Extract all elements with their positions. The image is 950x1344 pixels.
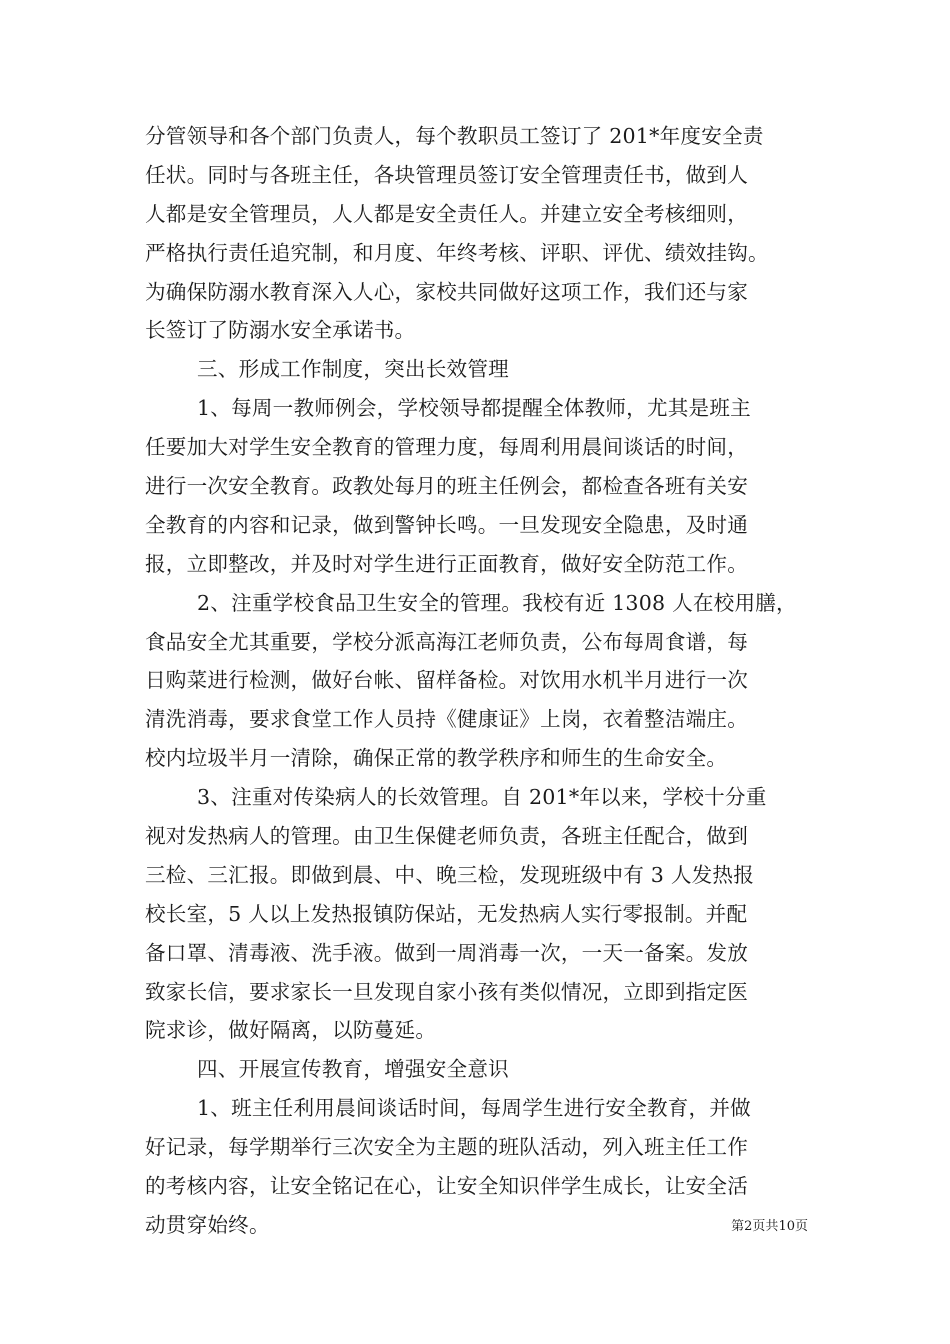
footer-middle: 页共 bbox=[752, 1219, 779, 1234]
footer-prefix: 第 bbox=[731, 1219, 745, 1234]
text-line: 任要加大对学生安全教育的管理力度，每周利用晨间谈话的时间， bbox=[145, 435, 749, 460]
text-line: 的考核内容，让安全铭记在心，让安全知识伴学生成长，让安全活 bbox=[145, 1174, 749, 1199]
text-line: 任状。同时与各班主任，各块管理员签订安全管理责任书，做到人 bbox=[145, 162, 749, 187]
text-line: 日购菜进行检测，做好台帐、留样备检。对饮用水机半月进行一次 bbox=[145, 668, 749, 693]
section-heading: 四、开展宣传教育，增强安全意识 bbox=[197, 1057, 509, 1082]
text-line: 动贯穿始终。 bbox=[145, 1212, 270, 1237]
text-line: 严格执行责任追究制，和月度、年终考核、评职、评优、绩效挂钩。 bbox=[145, 240, 769, 265]
text-line: 全教育的内容和记录，做到警钟长鸣。一旦发现安全隐患，及时通 bbox=[145, 512, 749, 537]
document-body bbox=[145, 117, 810, 1245]
text-line: 报，立即整改，并及时对学生进行正面教育，做好安全防范工作。 bbox=[145, 551, 749, 576]
text-line: 分管领导和各个部门负责人，每个教职员工签订了 201*年度安全责 bbox=[145, 124, 764, 148]
paragraph-first-line: 2、注重学校食品卫生安全的管理。我校有近 1308 人在校用膳， bbox=[197, 590, 797, 615]
text-line: 三检、三汇报。即做到晨、中、晚三检，发现班级中有 3 人发热报 bbox=[145, 862, 755, 887]
text-line: 食品安全尤其重要，学校分派高海江老师负责，公布每周食谱，每 bbox=[145, 629, 749, 654]
text-line: 致家长信，要求家长一旦发现自家小孩有类似情况，立即到指定医 bbox=[145, 979, 749, 1004]
text-line: 为确保防溺水教育深入人心，家校共同做好这项工作，我们还与家 bbox=[145, 279, 749, 304]
section-heading: 三、形成工作制度，突出长效管理 bbox=[197, 357, 509, 382]
paragraph-first-line: 1、班主任利用晨间谈话时间，每周学生进行安全教育，并做 bbox=[197, 1096, 751, 1121]
text-line: 校内垃圾半月一清除，确保正常的教学秩序和师生的生命安全。 bbox=[145, 746, 728, 771]
text-line: 校长室，5 人以上发热报镇防保站，无发热病人实行零报制。并配 bbox=[145, 901, 748, 926]
text-line: 好记录，每学期举行三次安全为主题的班队活动，列入班主任工作 bbox=[145, 1135, 749, 1160]
text-line: 清洗消毒，要求食堂工作人员持《健康证》上岗，衣着整洁端庄。 bbox=[145, 707, 749, 732]
text-line: 人都是安全管理员，人人都是安全责任人。并建立安全考核细则， bbox=[145, 201, 749, 226]
text-line: 备口罩、清毒液、洗手液。做到一周消毒一次，一天一备案。发放 bbox=[145, 940, 749, 965]
paragraph-first-line: 3、注重对传染病人的长效管理。自 201*年以来，学校十分重 bbox=[197, 785, 767, 810]
footer-suffix: 页 bbox=[794, 1219, 808, 1234]
paragraph-first-line: 1、每周一教师例会，学校领导都提醒全体教师，尤其是班主 bbox=[197, 396, 751, 421]
current-page-number: 2 bbox=[744, 1219, 753, 1234]
text-line: 长签订了防溺水安全承诺书。 bbox=[145, 318, 416, 343]
total-pages-number: 10 bbox=[778, 1219, 795, 1234]
page-number-footer bbox=[0, 1218, 808, 1236]
text-line: 院求诊，做好隔离，以防蔓延。 bbox=[145, 1018, 437, 1043]
text-line: 视对发热病人的管理。由卫生保健老师负责，各班主任配合，做到 bbox=[145, 824, 749, 849]
text-line: 进行一次安全教育。政教处每月的班主任例会，都检查各班有关安 bbox=[145, 474, 749, 499]
